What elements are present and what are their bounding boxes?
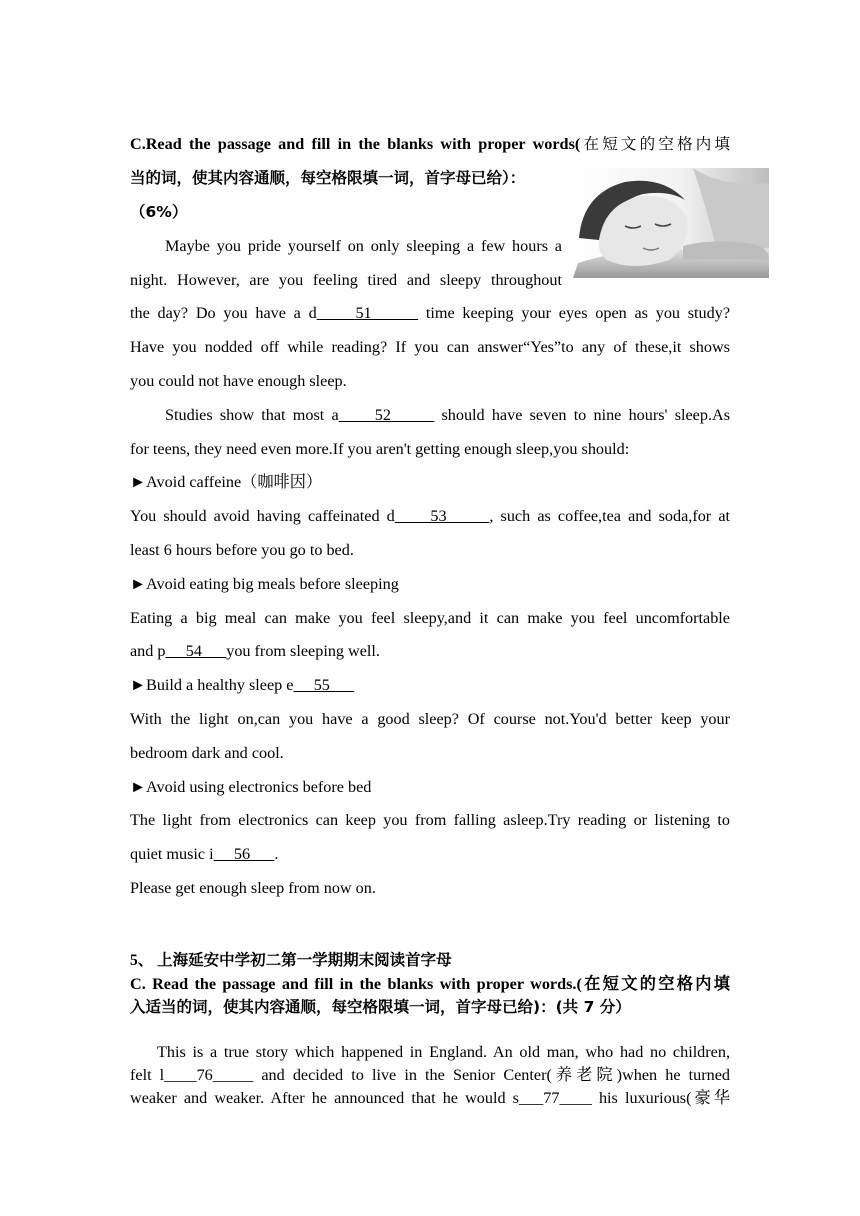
closing-line: Please get enough sleep from now on. <box>130 879 376 897</box>
tip3-line2: bedroom dark and cool. <box>130 744 284 762</box>
blank-77[interactable]: ___77____ <box>518 1089 592 1107</box>
section1-title-line2: 当的词，使其内容通顺，每空格限填一词，首字母已给）： <box>130 169 526 187</box>
blank-54[interactable]: 54 <box>165 642 227 660</box>
paragraph1-line3: the day? Do you have a d 51 time keeping your eyes open as you study? <box>130 304 731 322</box>
section2-paragraph-line2: felt l____76_____ and decided to live in the Senior Center(养老院)when he turned <box>130 1066 730 1084</box>
paragraph1-line1: Maybe you pride yourself on only sleeping a few hours a <box>165 237 562 255</box>
section2-paragraph-line3: weaker and weaker. After he announced that he would s___77____ his luxurious(豪华 <box>130 1089 730 1107</box>
blank-56[interactable]: 56 <box>213 845 275 863</box>
section2-title-line1: C. Read the passage and fill in the blanks with proper words.(在短文的空格内填 <box>130 975 730 993</box>
blank-53[interactable]: 53 <box>394 507 490 525</box>
tip1-line1: You should avoid having caffeinated d 53 , such as coffee,tea and soda,for at <box>130 507 730 525</box>
blank-51[interactable]: 51 <box>316 304 419 322</box>
paragraph2-line1: Studies show that most a 52 should have seven to nine hours' sleep.As <box>165 406 730 424</box>
tip2-heading: ►Avoid eating big meals before sleeping <box>130 575 399 593</box>
section2-heading: 5、 上海延安中学初二第一学期期末阅读首字母 <box>130 952 452 969</box>
section2-title-line2: 入适当的词，使其内容通顺，每空格限填一词，首字母已给)：(共 7 分） <box>130 998 631 1016</box>
section1-title-line1: C.Read the passage and fill in the blanks with proper words(在短文的空格内填 <box>130 135 730 153</box>
tip4-line2: quiet music i 56 . <box>130 845 279 863</box>
paragraph1-line2: night. However, are you feeling tired and sleepy throughout <box>130 271 562 289</box>
tip2-line2: and p 54 you from sleeping well. <box>130 642 380 660</box>
section2-paragraph-line1: This is a true story which happened in England. An old man, who had no children, <box>157 1043 730 1061</box>
tip4-line1: The light from electronics can keep you from falling asleep.Try reading or listening to <box>130 811 730 829</box>
tip3-heading: ►Build a healthy sleep e 55 <box>130 676 355 694</box>
tip3-line1: With the light on,can you have a good sleep? Of course not.You'd better keep your <box>130 710 730 728</box>
blank-52[interactable]: 52 <box>338 406 435 424</box>
paragraph1-line5: you could not have enough sleep. <box>130 372 347 390</box>
tip1-heading: ►Avoid caffeine（咖啡因） <box>130 473 323 491</box>
paragraph1-line4: Have you nodded off while reading? If you can answer“Yes”to any of these,it shows <box>130 338 730 356</box>
sleeping-woman-illustration <box>573 168 769 278</box>
blank-55[interactable]: 55 <box>293 676 355 694</box>
tip1-line2: least 6 hours before you go to bed. <box>130 541 354 559</box>
paragraph2-line2: for teens, they need even more.If you aren't getting enough sleep,you should: <box>130 440 630 458</box>
tip2-line1: Eating a big meal can make you feel sleepy,and it can make you feel uncomfortable <box>130 609 730 627</box>
section1-points: （6%） <box>130 203 188 221</box>
tip4-heading: ►Avoid using electronics before bed <box>130 778 372 796</box>
blank-76[interactable]: ____76_____ <box>164 1066 254 1084</box>
